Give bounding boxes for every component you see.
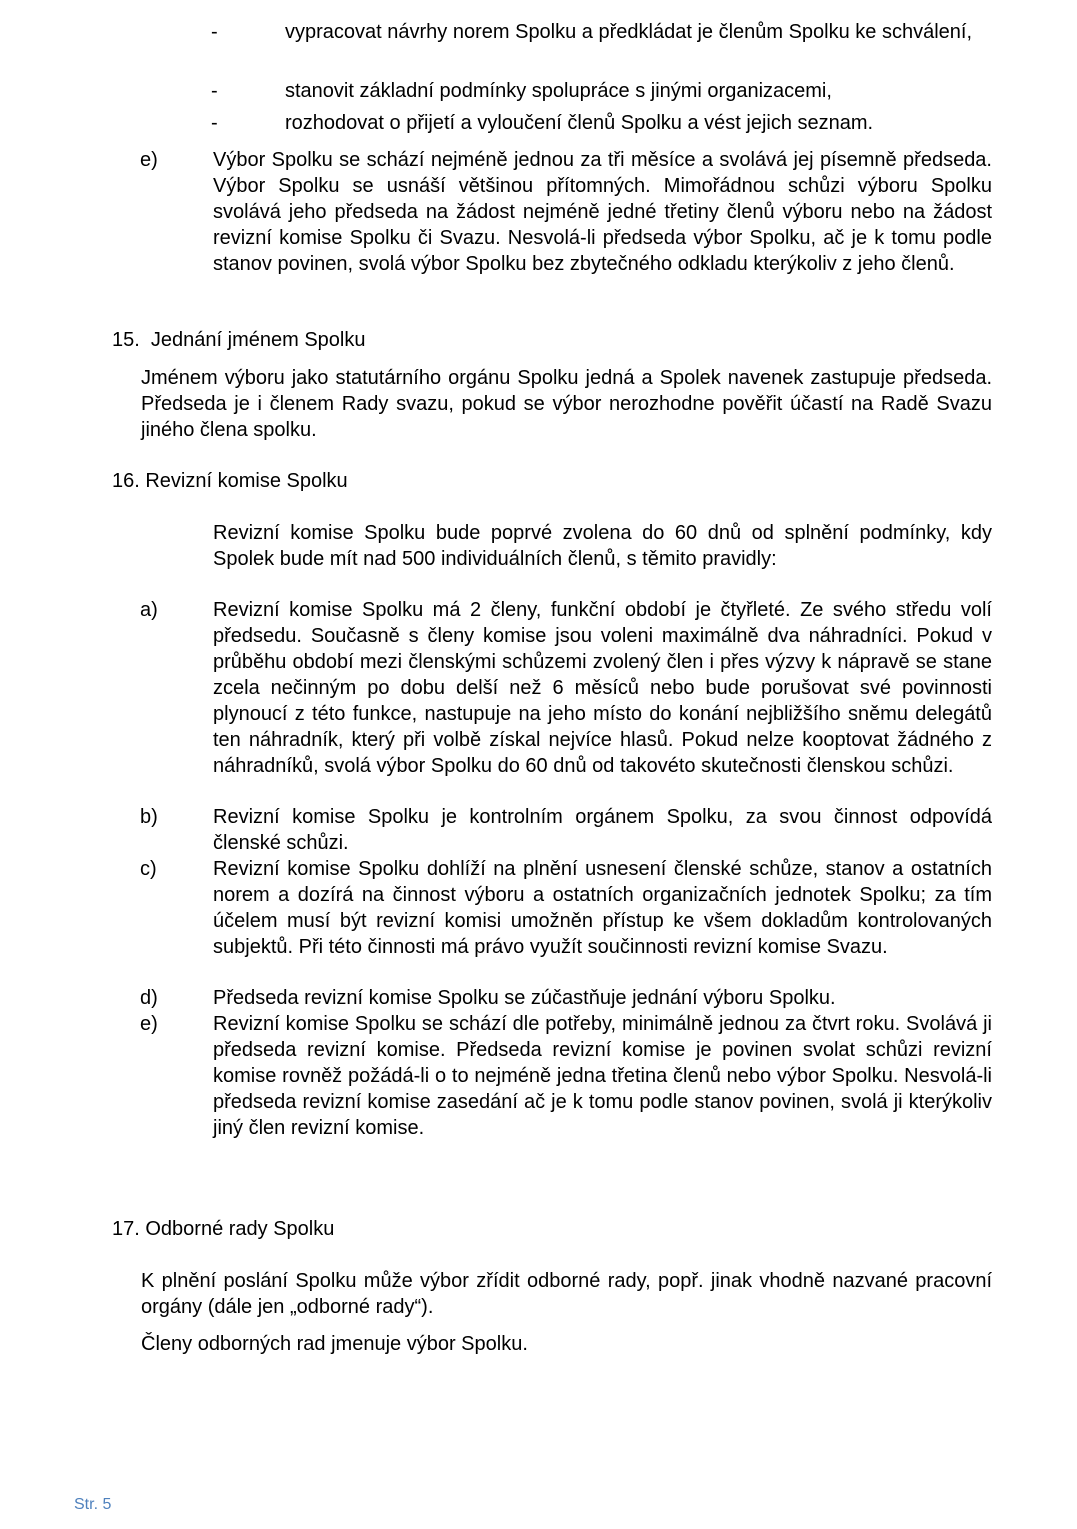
item-label: c) — [140, 858, 157, 880]
bullet-text: rozhodovat o přijetí a vyloučení členů Spolku a vést jejich seznam. — [285, 112, 874, 134]
item-text: Revizní komise Spolku má 2 členy, funkční období je čtyřleté. Ze svého středu volí předsedu. Současně s členy komise jsou voleni maximálně dva náhradníci. Pokud v průběhu období mezi členskými schůzemi zvolený člen i přes výzvy k nápravě se stane zcela nečinným po dobu delší než 6 měsíců nebo bude porušovat své povinnosti plynoucí z této funkce, nastupuje na jeho místo do konání nejbližšího sněmu delegátů ten náhradník, který při volbě získal nejvíce hlasů. Pokud nelze kooptovat žádného z náhradníků, svolá výbor Spolku do 60 dnů od takovéto skutečnosti členskou schůzi. — [213, 599, 992, 777]
section-heading: 15. Jednání jménem Spolku — [112, 329, 366, 351]
item-text: Předseda revizní komise Spolku se zúčastňuje jednání výboru Spolku. — [213, 987, 836, 1009]
bullet-marker: - — [211, 112, 218, 134]
item-text: Výbor Spolku se schází nejméně jednou za tři měsíce a svolává jej písemně předseda. Výbor Spolku se usnáší většinou přítomných. Mimořádnou schůzi výboru Spolku svolává jeho předseda na žádost nejméně jedné třetiny členů výboru nebo na žádost revizní komise Spolku či Svazu. Nesvolá-li předseda výbor Spolku, ač je k tomu podle stanov povinen, svolá výbor Spolku bez zbytečného odkladu kterýkoliv z jeho členů. — [213, 149, 992, 275]
page-number: Str. 5 — [74, 1496, 112, 1513]
item-label: b) — [140, 806, 158, 828]
item-text: Revizní komise Spolku se schází dle potřeby, minimálně jednou za čtvrt roku. Svolává ji předseda revizní komise. Předseda revizní komise je povinen svolat schůzi revizní komise rovněž požádá-li o to nejméně jedna třetina členů nebo výbor Spolku. Nesvolá-li předseda revizní komise zasedání ač je k tomu podle stanov povinen, svolá ji kterýkoliv jiný člen revizní komise. — [213, 1013, 992, 1139]
bullet-marker: - — [211, 80, 218, 102]
bullet-text: vypracovat návrhy norem Spolku a předkládat je členům Spolku ke schválení, — [285, 21, 973, 43]
section-heading: 17. Odborné rady Spolku — [112, 1218, 335, 1240]
item-label: e) — [140, 149, 158, 171]
bullet-text: stanovit základní podmínky spolupráce s jinými organizacemi, — [285, 80, 832, 102]
section-paragraph: Jménem výboru jako statutárního orgánu Spolku jedná a Spolek navenek zastupuje předseda. Předseda je i členem Rady svazu, pokud se výbor nerozhodne pověřit účastí na Radě Svazu jiného člena spolku. — [141, 367, 992, 441]
section-paragraph: Členy odborných rad jmenuje výbor Spolku. — [141, 1333, 528, 1355]
section-intro: Revizní komise Spolku bude poprvé zvolena do 60 dnů od splnění podmínky, kdy Spolek bude mít nad 500 individuálních členů, s těmito pravidly: — [213, 522, 992, 570]
item-text: Revizní komise Spolku dohlíží na plnění usnesení členské schůze, stanov a ostatních norem a dozírá na činnost výboru a ostatních organizačních jednotek Spolku; za tím účelem musí být revizní komisi umožněn přístup ke všem dokladům kontrolovaných subjektů. Při této činnosti má právo využít součinnosti revizní komise Svazu. — [213, 858, 992, 958]
section-heading: 16. Revizní komise Spolku — [112, 470, 348, 492]
item-label: e) — [140, 1013, 158, 1035]
item-label: d) — [140, 987, 158, 1009]
section-paragraph: K plnění poslání Spolku může výbor zřídit odborné rady, popř. jinak vhodně nazvané pracovní orgány (dále jen „odborné rady“). — [141, 1270, 992, 1318]
item-text: Revizní komise Spolku je kontrolním orgánem Spolku, za svou činnost odpovídá členské schůzi. — [213, 806, 992, 854]
bullet-marker: - — [211, 21, 218, 43]
item-label: a) — [140, 599, 158, 621]
